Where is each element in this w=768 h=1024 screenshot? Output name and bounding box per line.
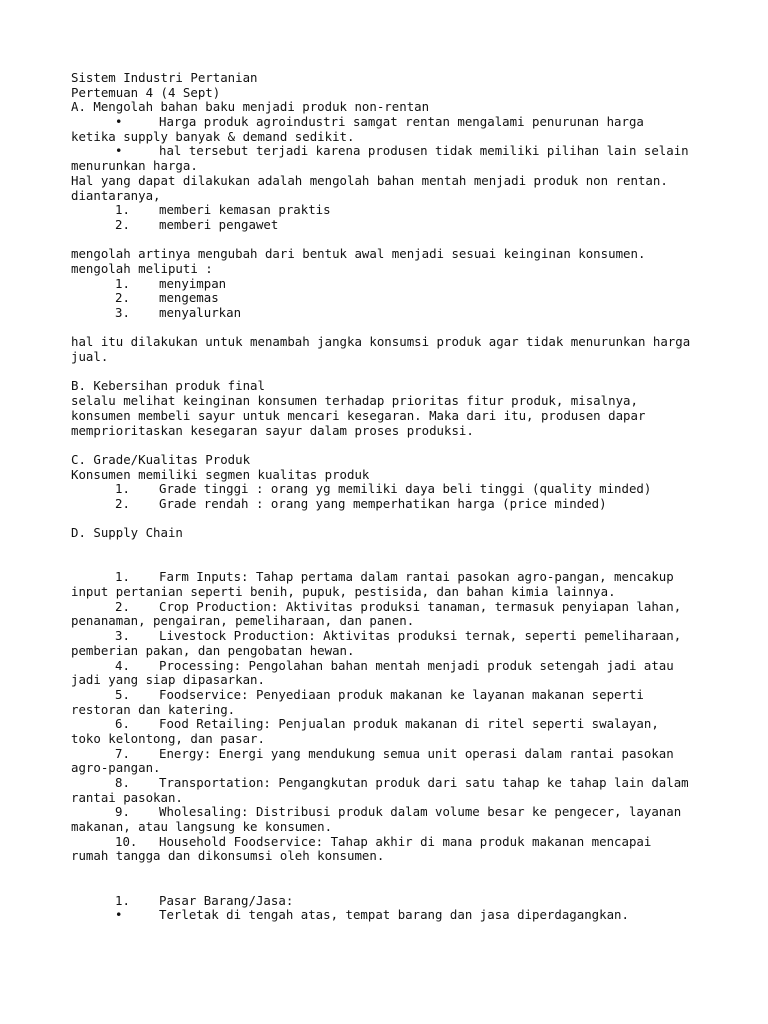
numbered-item bbox=[71, 497, 721, 512]
text-line: agro-pangan. bbox=[71, 760, 161, 776]
item-text: Grade rendah : orang yang memperhatikan harga (price minded) bbox=[159, 495, 607, 511]
blank-line bbox=[71, 879, 721, 894]
text-line: Sistem Industri Pertanian bbox=[71, 70, 258, 85]
numbered-item bbox=[71, 306, 721, 321]
item-text: Grade tinggi : orang yg memiliki daya beli tinggi (quality minded) bbox=[159, 481, 652, 497]
numbered-item bbox=[71, 203, 721, 218]
list-number: 1. bbox=[115, 275, 130, 291]
text-line: menurunkan harga. bbox=[71, 158, 198, 174]
text-line: restoran dan katering. bbox=[71, 701, 236, 717]
list-number: 1. bbox=[115, 202, 130, 218]
text-line: diantaranya, bbox=[71, 187, 161, 203]
list-number: 1. bbox=[115, 481, 130, 497]
text-line: Konsumen memiliki segmen kualitas produk bbox=[71, 466, 370, 482]
text-line: B. Kebersihan produk final bbox=[71, 378, 265, 394]
text-line: input pertanian seperti benih, pupuk, pestisida, dan bahan kimia lainnya. bbox=[71, 584, 616, 600]
bullet-marker: • bbox=[115, 114, 123, 130]
numbered-item bbox=[71, 482, 721, 497]
bullet-marker: • bbox=[115, 907, 123, 923]
list-number: 10. bbox=[115, 833, 138, 849]
text-line: penanaman, pengairan, pemeliharaan, dan panen. bbox=[71, 613, 415, 629]
item-text: Farm Inputs: Tahap pertama dalam rantai pasokan agro-pangan, mencakup bbox=[159, 569, 674, 585]
item-text: Harga produk agroindustri samgat rentan mengalami penurunan harga bbox=[159, 114, 644, 130]
blank-line bbox=[71, 556, 721, 571]
bullet-item bbox=[71, 144, 721, 159]
bullet-marker: • bbox=[115, 143, 123, 159]
bullet-item bbox=[71, 908, 721, 923]
list-number: 2. bbox=[115, 216, 130, 232]
item-text: memberi kemasan praktis bbox=[159, 202, 331, 218]
item-text: Wholesaling: Distribusi produk dalam volume besar ke pengecer, layanan bbox=[159, 804, 682, 820]
numbered-item bbox=[71, 629, 721, 644]
list-number: 7. bbox=[115, 745, 130, 761]
text-line: Hal yang dapat dilakukan adalah mengolah bahan mentah menjadi produk non rentan. bbox=[71, 172, 668, 188]
blank-line bbox=[71, 233, 721, 248]
numbered-item bbox=[71, 570, 721, 585]
text-line: Pertemuan 4 (4 Sept) bbox=[71, 84, 221, 100]
item-text: Energy: Energi yang mendukung semua unit operasi dalam rantai pasokan bbox=[159, 745, 674, 761]
item-text: Livestock Production: Aktivitas produksi ternak, seperti pemeliharaan, bbox=[159, 628, 682, 644]
item-text: Transportation: Pengangkutan produk dari satu tahap ke tahap lain dalam bbox=[159, 775, 689, 790]
numbered-item bbox=[71, 717, 721, 732]
text-line: mengolah meliputi : bbox=[71, 260, 213, 276]
numbered-item bbox=[71, 688, 721, 703]
numbered-item bbox=[71, 805, 721, 820]
list-number: 5. bbox=[115, 686, 130, 702]
list-number: 3. bbox=[115, 305, 130, 320]
list-number: 2. bbox=[115, 598, 130, 614]
item-text: Foodservice: Penyediaan produk makanan ke layanan makanan seperti bbox=[159, 686, 644, 702]
list-number: 2. bbox=[115, 495, 130, 511]
blank-line bbox=[71, 365, 721, 380]
text-line: makanan, atau langsung ke konsumen. bbox=[71, 819, 333, 835]
numbered-item bbox=[71, 894, 721, 909]
blank-line bbox=[71, 321, 721, 336]
text-line: memprioritaskan kesegaran sayur dalam proses produksi. bbox=[71, 422, 474, 438]
item-text: menyimpan bbox=[159, 275, 227, 291]
blank-line bbox=[71, 438, 721, 453]
list-number: 8. bbox=[115, 775, 130, 790]
text-line: pemberian pakan, dan pengobatan hewan. bbox=[71, 642, 355, 658]
item-text: hal tersebut terjadi karena produsen tidak memiliki pilihan lain selain bbox=[159, 143, 689, 159]
item-text: Crop Production: Aktivitas produksi tanaman, termasuk penyiapan lahan, bbox=[159, 598, 682, 614]
numbered-item bbox=[71, 776, 721, 791]
text-line: rantai pasokan. bbox=[71, 789, 183, 805]
text-line: ketika supply banyak & demand sedikit. bbox=[71, 128, 355, 144]
numbered-item bbox=[71, 659, 721, 674]
bullet-item bbox=[71, 115, 721, 130]
text-line: mengolah artinya mengubah dari bentuk awal menjadi sesuai keinginan konsumen. bbox=[71, 246, 646, 262]
text-line: jual. bbox=[71, 349, 109, 365]
list-number: 6. bbox=[115, 716, 130, 732]
blank-line bbox=[71, 541, 721, 556]
text-line: C. Grade/Kualitas Produk bbox=[71, 451, 251, 467]
item-text: mengemas bbox=[159, 290, 219, 306]
numbered-item bbox=[71, 291, 721, 306]
document-body bbox=[71, 71, 721, 923]
numbered-item bbox=[71, 218, 721, 233]
text-line: toko kelontong, dan pasar. bbox=[71, 730, 265, 746]
item-text: Food Retailing: Penjualan produk makanan di ritel seperti swalayan, bbox=[159, 716, 659, 732]
blank-line bbox=[71, 864, 721, 879]
text-line: hal itu dilakukan untuk menambah jangka konsumsi produk agar tidak menurunkan harga bbox=[71, 334, 691, 350]
text-line: D. Supply Chain bbox=[71, 525, 183, 541]
list-number: 2. bbox=[115, 290, 130, 306]
text-line: rumah tangga dan dikonsumsi oleh konsumen. bbox=[71, 848, 385, 864]
text-line: konsumen membeli sayur untuk mencari kesegaran. Maka dari itu, produsen dapar bbox=[71, 407, 646, 423]
text-line: jadi yang siap dipasarkan. bbox=[71, 672, 265, 688]
numbered-item bbox=[71, 277, 721, 292]
numbered-item bbox=[71, 600, 721, 615]
list-number: 4. bbox=[115, 657, 130, 673]
item-text: memberi pengawet bbox=[159, 216, 279, 232]
list-number: 3. bbox=[115, 628, 130, 644]
text-line: selalu melihat keinginan konsumen terhadap prioritas fitur produk, misalnya, bbox=[71, 393, 638, 409]
blank-line bbox=[71, 512, 721, 527]
list-number: 1. bbox=[115, 569, 130, 585]
item-text: Household Foodservice: Tahap akhir di mana produk makanan mencapai bbox=[159, 833, 652, 849]
text-line: A. Mengolah bahan baku menjadi produk non-rentan bbox=[71, 99, 430, 115]
numbered-item bbox=[71, 835, 721, 850]
list-number: 9. bbox=[115, 804, 130, 820]
item-text: Processing: Pengolahan bahan mentah menjadi produk setengah jadi atau bbox=[159, 657, 674, 673]
item-text: Pasar Barang/Jasa: bbox=[159, 892, 294, 908]
numbered-item bbox=[71, 747, 721, 762]
list-number: 1. bbox=[115, 892, 130, 908]
item-text: Terletak di tengah atas, tempat barang dan jasa diperdagangkan. bbox=[159, 907, 629, 923]
item-text: menyalurkan bbox=[159, 305, 242, 320]
